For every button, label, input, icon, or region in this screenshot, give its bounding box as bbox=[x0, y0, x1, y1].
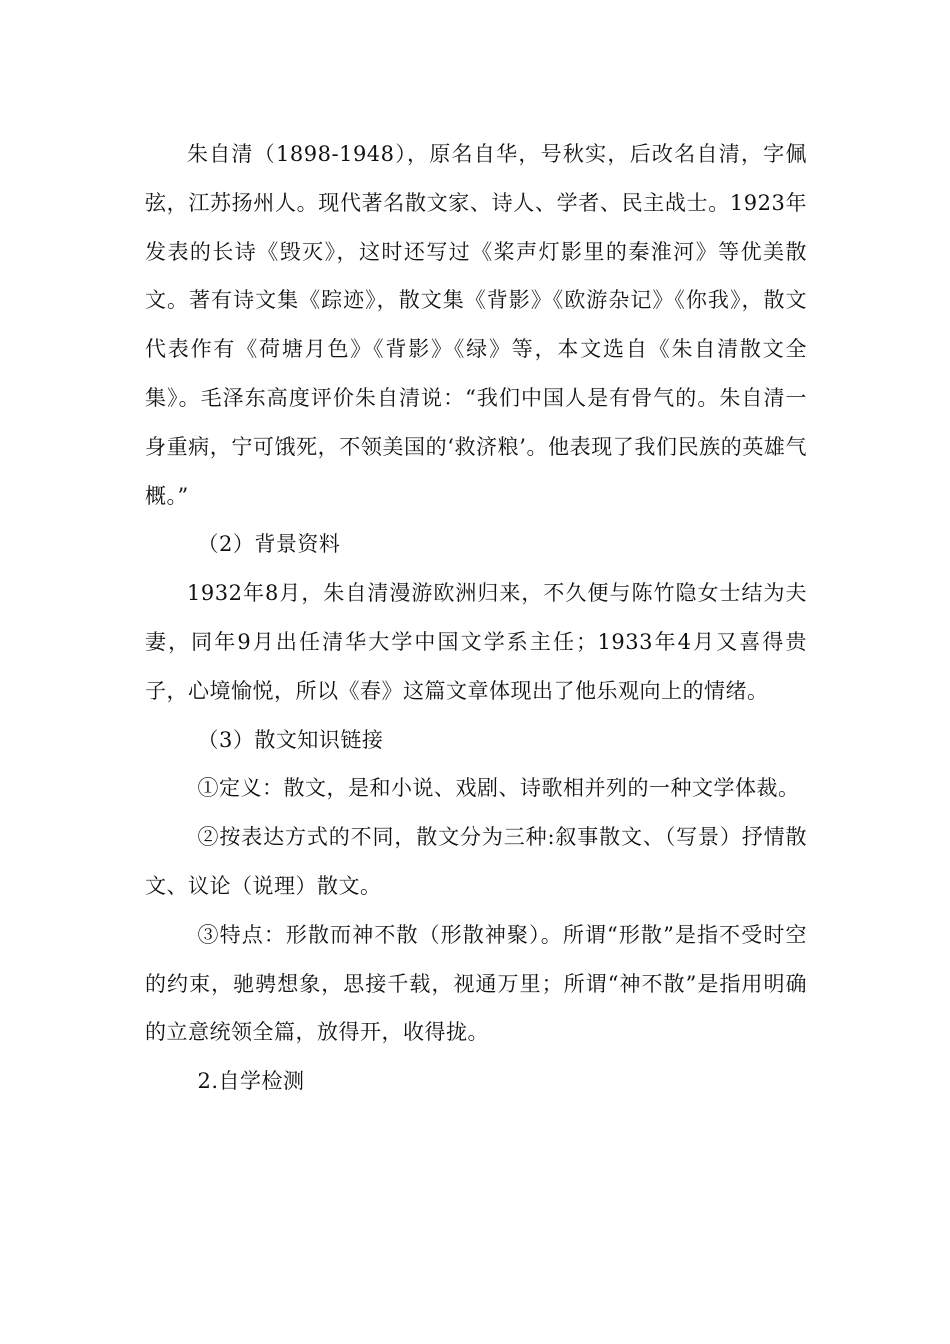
definition-paragraph: ①定义：散文，是和小说、戏剧、诗歌相并列的一种文学体裁。 bbox=[197, 776, 800, 801]
document-page bbox=[145, 130, 807, 1106]
background-paragraph: 1932年8月，朱自清漫游欧洲归来，不久便与陈竹隐女士结为夫妻，同年9月出任清华大学中国文学系主任；1933年4月又喜得贵子，心境愉悦，所以《春》这篇文章体现出了他乐观向上的情绪。 bbox=[145, 581, 807, 703]
prose-knowledge-heading: （3）散文知识链接 bbox=[197, 727, 384, 752]
background-heading: （2）背景资料 bbox=[197, 532, 341, 557]
self-check-heading: 2.自学检测 bbox=[197, 1069, 305, 1094]
author-bio-paragraph: 朱自清（1898-1948），原名自华，号秋实，后改名自清，字佩弦，江苏扬州人。现代著名散文家、诗人、学者、民主战士。1923年发表的长诗《毁灭》，这时还写过《桨声灯影里的秦淮河》等优美散文。著有诗文集《踪迹》，散文集《背影》《欧游杂记》《你我》，散文代表作有《荷塘月色》《背影》《绿》等，本文选自《朱自清散文全集》。毛泽东高度评价朱自清说：“我们中国人是有骨气的。朱自清一身重病，宁可饿死，不领美国的‘救济粮’。他表现了我们民族的英雄气概。” bbox=[145, 142, 807, 508]
classification-paragraph: ②按表达方式的不同，散文分为三种:叙事散文、（写景）抒情散文、议论（说理）散文。 bbox=[145, 825, 807, 898]
features-paragraph: ③特点：形散而神不散（形散神聚）。所谓“形散”是指不受时空的约束，驰骋想象，思接千载，视通万里；所谓“神不散”是指用明确的立意统领全篇，放得开，收得拢。 bbox=[145, 922, 807, 1045]
